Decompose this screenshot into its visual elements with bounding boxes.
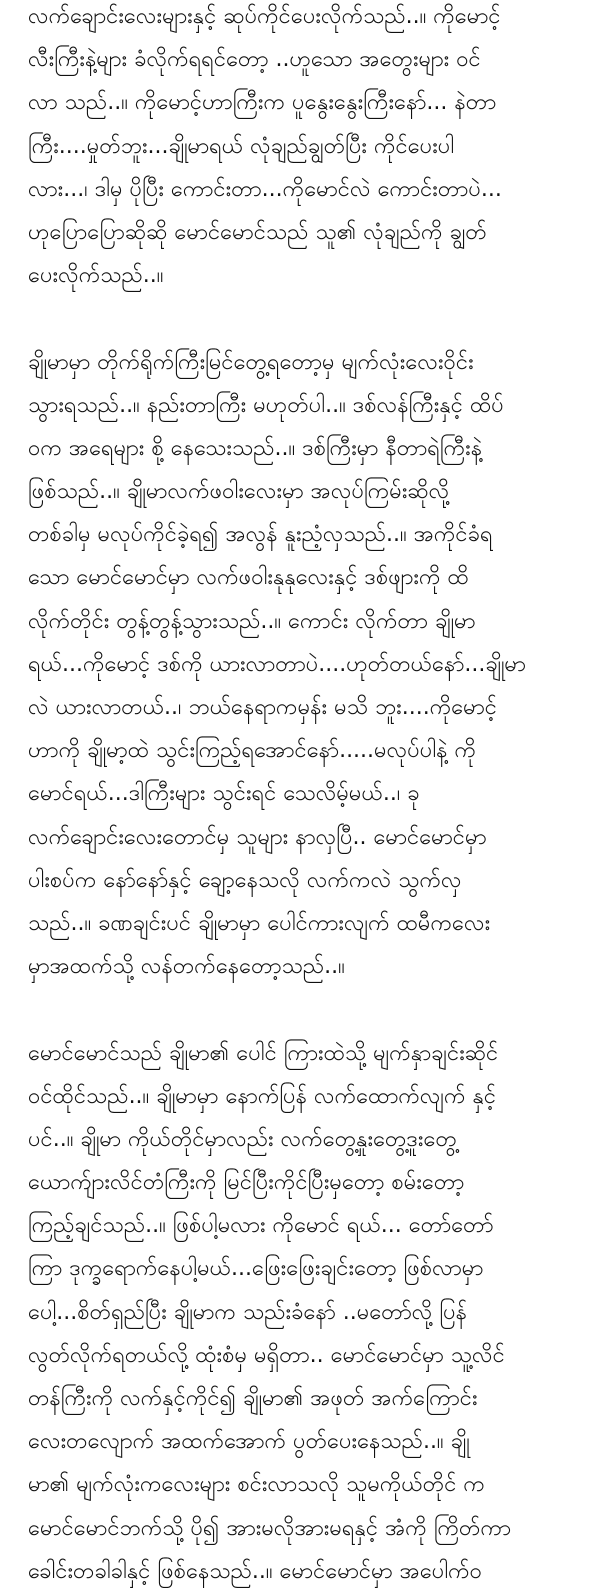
text-line: ချိုမာမှာ တိုက်ရိုက်ကြီးမြင်တွေ့ရတော့မှ မျက်လုံးလေးဝိုင်း — [28, 349, 474, 375]
text-line: ဟုပြောပြောဆိုဆို မောင်မောင်သည် သူ၏ လုံချည်ကို ချွတ် — [28, 219, 487, 245]
text-line: ကြီး....မှုတ်ဘူး...ချိုမာရယ် လုံချည်ချွတ်ပြီး ကိုင်ပေးပါ — [28, 133, 455, 159]
paragraph-1 — [28, 0, 588, 297]
text-line: ပါးစပ်က နော်နော်နှင့် ချော့နေသလို လက်ကလဲ သွက်လှ — [28, 867, 462, 893]
text-line: မောင်မောင်သည် ချိုမာ၏ ပေါင် ကြားထဲသို့ မျက်နှာချင်းဆိုင် — [28, 1040, 499, 1066]
text-line: တန်ကြီးကို လက်နှင့်ကိုင်၍ ချိုမာ၏ အဖုတ် အက်ကြောင်း — [28, 1386, 478, 1411]
text-line: ဖြစ်သည်..။ ချိုမာလက်ဖဝါးလေးမှာ အလုပ်ကြမ်းဆိုလို့ — [28, 479, 450, 505]
text-line: ကြည့်ချင်သည်..။ ဖြစ်ပါ့မလား ကိုမောင် ရယ်... တော်တော် — [28, 1213, 494, 1239]
text-line: ခေါင်းတခါခါနှင့် ဖြစ်နေသည်..။ မောင်မောင်မှာ အပေါက်ဝ — [28, 1558, 483, 1584]
text-line: သည်..။ ခဏချင်းပင် ချိုမာမှာ ပေါင်ကားလျက် ထမီကလေး — [28, 910, 491, 936]
text-line: ပေးလိုက်သည်..။ — [28, 263, 164, 289]
paragraph-gap — [28, 988, 588, 1031]
text-line: ဝက အရေများ စို့ နေသေးသည်..။ ဒစ်ကြီးမှာ နီတာရဲကြီးနဲ့ — [28, 435, 483, 461]
text-line: လက်ချောင်းလေးတောင်မှ သူများ နာလှပြီ.. မောင်မောင်မှာ — [28, 824, 487, 850]
text-line: သော မောင်မောင်မှာ လက်ဖဝါးနုနုလေးနှင့် ဒစ်ဖျားကို ထိ — [28, 565, 469, 591]
text-line: လား...၊ ဒါမှ ပိုပြီး ကောင်းတာ...ကိုမောင်လဲ ကောင်းတာပဲ... — [28, 176, 502, 202]
text-line: ဟာကို ချိုမာ့ထဲ သွင်းကြည့်ရအောင်နော်.....မလုပ်ပါနဲ့ ကို — [28, 738, 477, 764]
text-line: ကြာ ဒုက္ခရောက်နေပါ့မယ်...ဖြေးဖြေးချင်းတော့ ဖြစ်လာမှာ — [28, 1256, 484, 1282]
text-line: လဲ ယားလာတယ်..၊ ဘယ်နေရာကမှန်း မသိ ဘူး....ကိုမောင့် — [28, 695, 497, 720]
text-line: မှာအထက်သို့ လန်တက်နေတော့သည်..။ — [28, 954, 345, 980]
text-line: တစ်ခါမှ မလုပ်ကိုင်ခဲ့ရ၍ အလွန် နူးညံ့လှသည်..။ အကိုင်ခံရ — [28, 522, 493, 548]
text-line: ပင်..။ ချိုမာ ကိုယ်တိုင်မှာလည်း လက်တွေ့နှုးတွေ့ဒူးတွေ့ — [28, 1126, 457, 1152]
article-body — [28, 0, 588, 1584]
text-line: မာ၏ မျက်လုံးကလေးများ စင်းလာသလို သူမကိုယ်တိုင် က — [28, 1472, 485, 1498]
text-line: ပေါ့...စိတ်ရှည်ပြီး ချိုမာက သည်းခံနော် ..မတော်လို့ ပြန် — [28, 1299, 468, 1325]
text-line: ယောက်ျားလိင်တံကြီးကို မြင်ပြီးကိုင်ပြီးမှတော့ စမ်းတော့ — [28, 1170, 465, 1196]
text-line: လေးတလျောက် အထက်အောက် ပွတ်ပေးနေသည်..။ ချို — [28, 1429, 470, 1455]
text-line: ရယ်...ကိုမောင့် ဒစ်ကို ယားလာတာပဲ....ဟုတ်တယ်နော်...ချိုမာ — [28, 651, 526, 677]
text-line: မောင်မောင်ဘက်သို့ ပို၍ အားမလိုအားမရနှင့် အံကို ကြိတ်ကာ — [28, 1515, 512, 1541]
text-line: လီးကြီးနဲ့များ ခံလိုက်ရရင်တော့ ..ဟူသော အတွေးများ ဝင် — [28, 47, 481, 73]
text-line: လာ သည်..။ ကိုမောင့်ဟာကြီးက ပူနွေးနွေးကြီးနော်... နဲတာ — [28, 90, 497, 116]
text-line: လက်ချောင်းလေးများနှင့် ဆုပ်ကိုင်ပေးလိုက်သည်..။ ကိုမောင့် — [28, 4, 501, 29]
paragraph-3 — [28, 1032, 588, 1593]
text-line: ဝင်ထိုင်သည်..။ ချိုမာမှာ နောက်ပြန် လက်ထောက်လျက် နှင့် — [28, 1083, 497, 1109]
text-line: လွတ်လိုက်ရတယ်လို့ ထုံးစံမှ မရှိတာ.. မောင်မောင်မှာ သူ့လိင် — [28, 1342, 505, 1368]
text-line: မောင်ရယ်...ဒါကြီးများ သွင်းရင် သေလိမ့်မယ်..၊ ခု — [28, 781, 420, 807]
text-line: လိုက်တိုင်း တွန့်တွန့်သွားသည်..။ ကောင်း လိုက်တာ ချိုမာ — [28, 608, 476, 634]
paragraph-gap — [28, 297, 588, 340]
paragraph-2 — [28, 341, 588, 989]
text-line: သွားရသည်..။ နည်းတာကြီး မဟုတ်ပါ..။ ဒစ်လန်ကြီးနှင့် ထိပ် — [28, 392, 504, 418]
